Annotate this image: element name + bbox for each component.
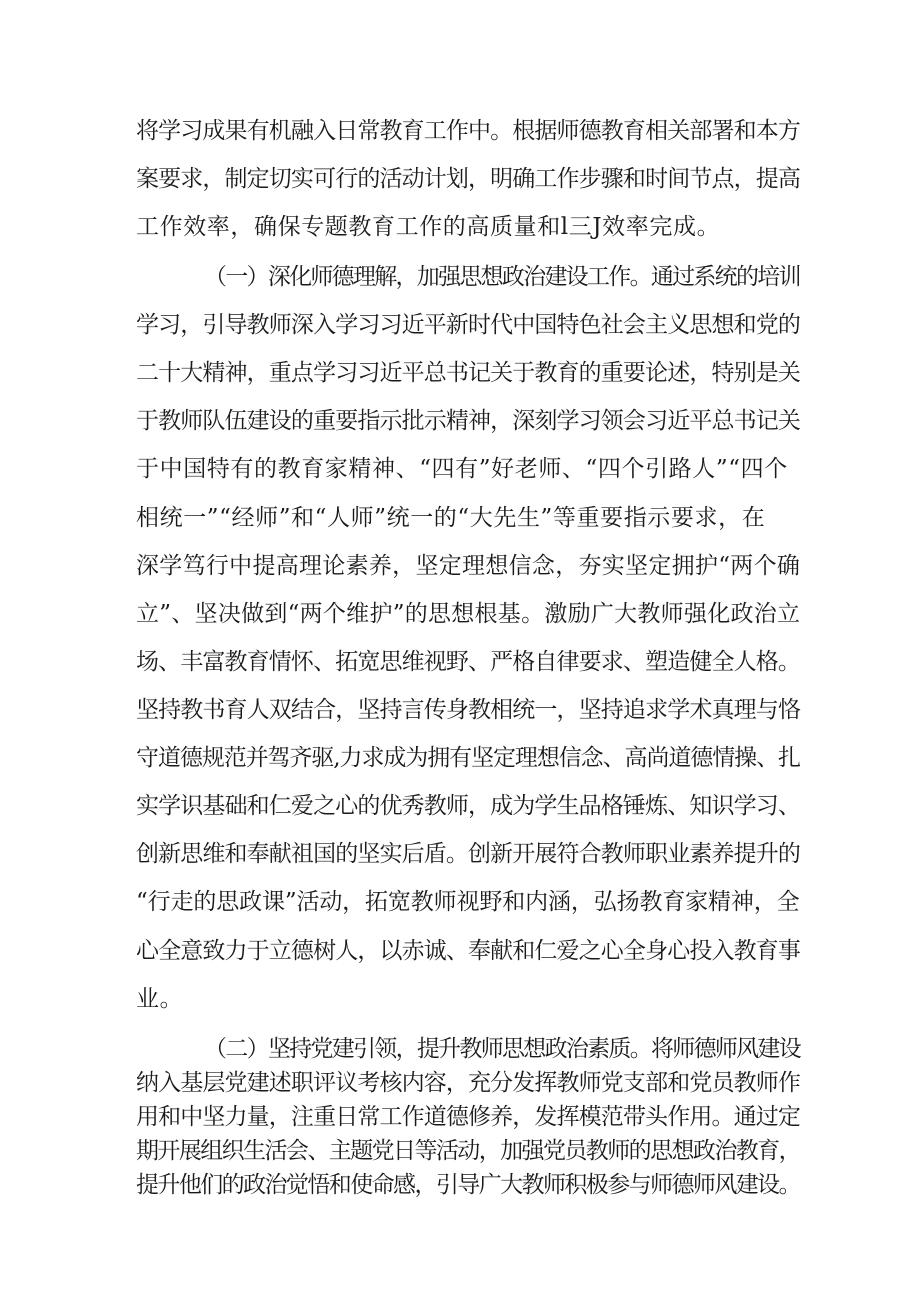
text-line: 业。 (136, 986, 184, 1012)
text-line: 二十大精神，重点学习习近平总书记关于教育的重要论述，特别是关 (136, 360, 801, 386)
text-line: 相统一”“经师”和“人师”统一的“大先生”等重要指示要求，在 (136, 505, 766, 531)
text-line: 将学习成果有机融入日常教育工作中。根据师德教育相关部署和本方 (136, 118, 801, 144)
text-line: 学习，引导教师深入学习习近平新时代中国特色社会主义思想和党的 (136, 312, 801, 338)
text-line: 守道德规范并驾齐驱,力求成为拥有坚定理想信念、高尚道德情操、扎 (136, 745, 800, 771)
text-line: 于教师队伍建设的重要指示批示精神，深刻学习领会习近平总书记关 (136, 408, 801, 434)
text-line: 工作效率，确保专题教育工作的高质量和l三J效率完成。 (136, 214, 721, 240)
text-line: 立”、坚决做到“两个维护”的思想根基。激励广大教师强化政治立 (136, 601, 801, 627)
text-line: 坚持教书育人双结合，坚持言传身教相统一，坚持追求学术真理与恪 (136, 697, 801, 723)
text-line: 案要求，制定切实可行的活动计划，明确工作步骤和时间节点，提高 (136, 166, 801, 192)
text-line: 创新思维和奉献祖国的坚实后盾。创新开展符合教师职业素养提升的 (136, 841, 801, 867)
text-line: 场、丰富教育情怀、拓宽思维视野、严格自律要求、塑造健全人格。 (136, 649, 801, 675)
text-line: 深学笃行中提高理论素养，坚定理想信念，夯实坚定拥护“两个确 (136, 553, 801, 579)
text-line: 用和中坚力量，注重日常工作道德修养，发挥模范带头作用。通过定 (136, 1104, 801, 1130)
text-line: 实学识基础和仁爱之心的优秀教师，成为学生品格锤炼、知识学习、 (136, 793, 801, 819)
text-line: 纳入基层党建述职评议考核内容，充分发挥教师党支部和党员教师作 (136, 1070, 801, 1096)
text-line: 提升他们的政治觉悟和使命感，引导广大教师积极参与师德师风建设。 (136, 1172, 801, 1198)
text-line: 于中国特有的教育家精神、“四有”好老师、“四个引路人”“四个 (136, 456, 788, 482)
text-line: “行走的思政课”活动，拓宽教师视野和内涵，弘扬教育家精神，全 (136, 889, 800, 915)
section-heading-line: （一）深化师德理解，加强思想政治建设工作。通过系统的培训 (204, 264, 800, 290)
text-line: 心全意致力于立德树人，以赤诚、奉献和仁爱之心全身心投入教育事 (136, 938, 801, 964)
section-heading-line: （二）坚持党建引领，提升教师思想政治素质。将师德师风建设 (204, 1036, 801, 1062)
text-line: 期开展组织生活会、主题党日等活动，加强党员教师的思想政治教育， (136, 1138, 801, 1164)
